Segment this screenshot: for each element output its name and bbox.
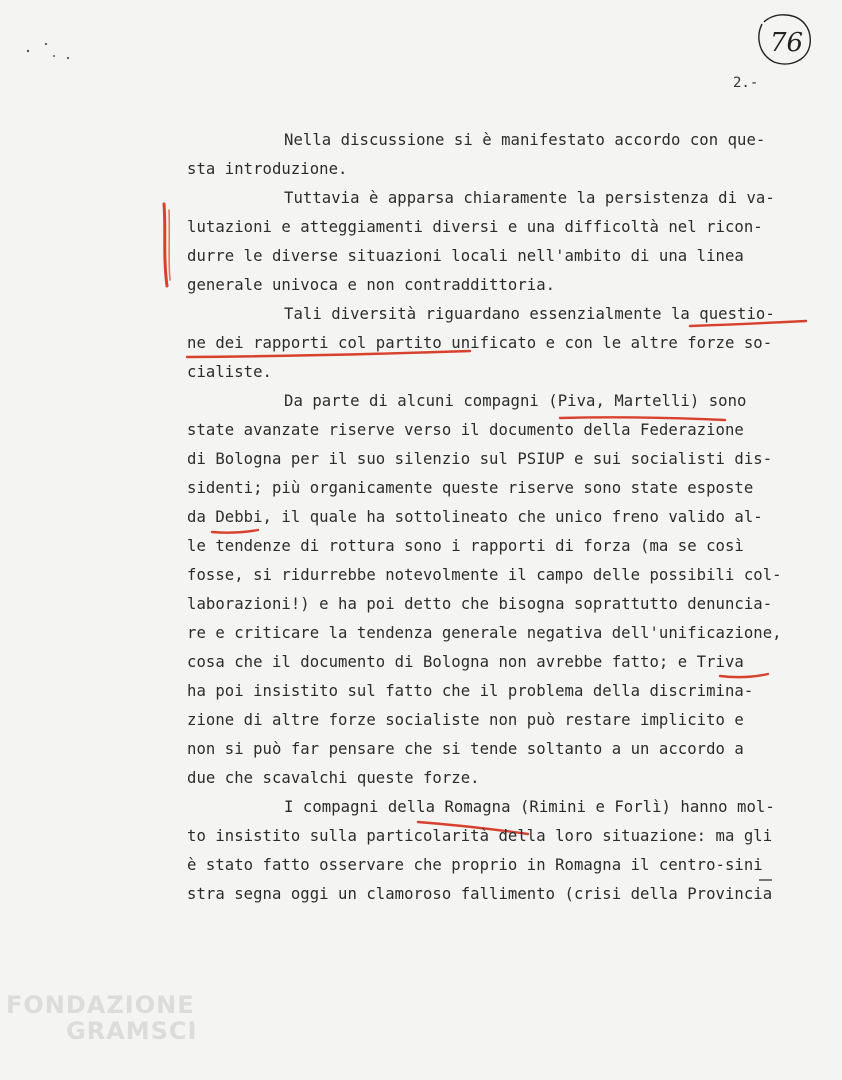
text-line: Tuttavia è apparsa chiaramente la persistenza di va- bbox=[284, 189, 775, 207]
text-line: ne dei rapporti col partito unificato e con le altre forze so- bbox=[187, 334, 773, 352]
text-line: durre le diverse situazioni locali nell'ambito di una linea bbox=[187, 247, 744, 265]
text-line: sta introduzione. bbox=[187, 160, 348, 178]
scan-specks bbox=[20, 40, 80, 70]
watermark-line-1: FONDAZIONE bbox=[6, 991, 195, 1019]
archive-watermark bbox=[6, 992, 197, 1044]
margin-marker bbox=[152, 200, 176, 292]
text-line: to insistito sulla particolarità della loro situazione: ma gli bbox=[187, 827, 773, 845]
text-line: stra segna oggi un clamoroso fallimento (crisi della Provincia bbox=[187, 885, 773, 903]
text-line: Tali diversità riguardano essenzialmente la questio- bbox=[284, 305, 775, 323]
text-line: fosse, si ridurrebbe notevolmente il campo delle possibili col- bbox=[187, 566, 782, 584]
text-line: lutazioni e atteggiamenti diversi e una difficoltà nel ricon- bbox=[187, 218, 763, 236]
document-body bbox=[187, 126, 807, 909]
text-line: zione di altre forze socialiste non può restare implicito e bbox=[187, 711, 744, 729]
text-line: sidenti; più organicamente queste riserve sono state esposte bbox=[187, 479, 754, 497]
text-line: cosa che il documento di Bologna non avrebbe fatto; e Triva bbox=[187, 653, 744, 671]
paragraph-3 bbox=[187, 300, 807, 387]
paragraph-2 bbox=[187, 184, 807, 300]
text-line: laborazioni!) e ha poi detto che bisogna soprattutto denuncia- bbox=[187, 595, 773, 613]
page-number: 2.- bbox=[733, 75, 759, 91]
text-line: non si può far pensare che si tende soltanto a un accordo a bbox=[187, 740, 744, 758]
paragraph-1 bbox=[187, 126, 807, 184]
archive-number: 76 bbox=[770, 28, 804, 58]
paragraph-4 bbox=[187, 387, 807, 793]
text-line: le tendenze di rottura sono i rapporti di forza (ma se così bbox=[187, 537, 744, 555]
text-line: re e criticare la tendenza generale negativa dell'unificazione, bbox=[187, 624, 782, 642]
text-line: Da parte di alcuni compagni (Piva, Martelli) sono bbox=[284, 392, 747, 410]
text-line: generale univoca e non contraddittoria. bbox=[187, 276, 556, 294]
text-line: è stato fatto osservare che proprio in Romagna il centro-sini bbox=[187, 856, 763, 874]
text-line: da Debbi, il quale ha sottolineato che unico freno valido al- bbox=[187, 508, 763, 526]
text-line: ha poi insistito sul fatto che il problema della discrimina- bbox=[187, 682, 754, 700]
paragraph-5 bbox=[187, 793, 807, 909]
text-line: due che scavalchi queste forze. bbox=[187, 769, 480, 787]
text-line: cialiste. bbox=[187, 363, 272, 381]
watermark-line-2: GRAMSCI bbox=[66, 1017, 198, 1045]
text-line: di Bologna per il suo silenzio sul PSIUP e sui socialisti dis- bbox=[187, 450, 773, 468]
text-line: state avanzate riserve verso il documento della Federazione bbox=[187, 421, 744, 439]
text-line: I compagni della Romagna (Rimini e Forlì) hanno mol- bbox=[284, 798, 775, 816]
text-line: Nella discussione si è manifestato accordo con que- bbox=[284, 131, 766, 149]
